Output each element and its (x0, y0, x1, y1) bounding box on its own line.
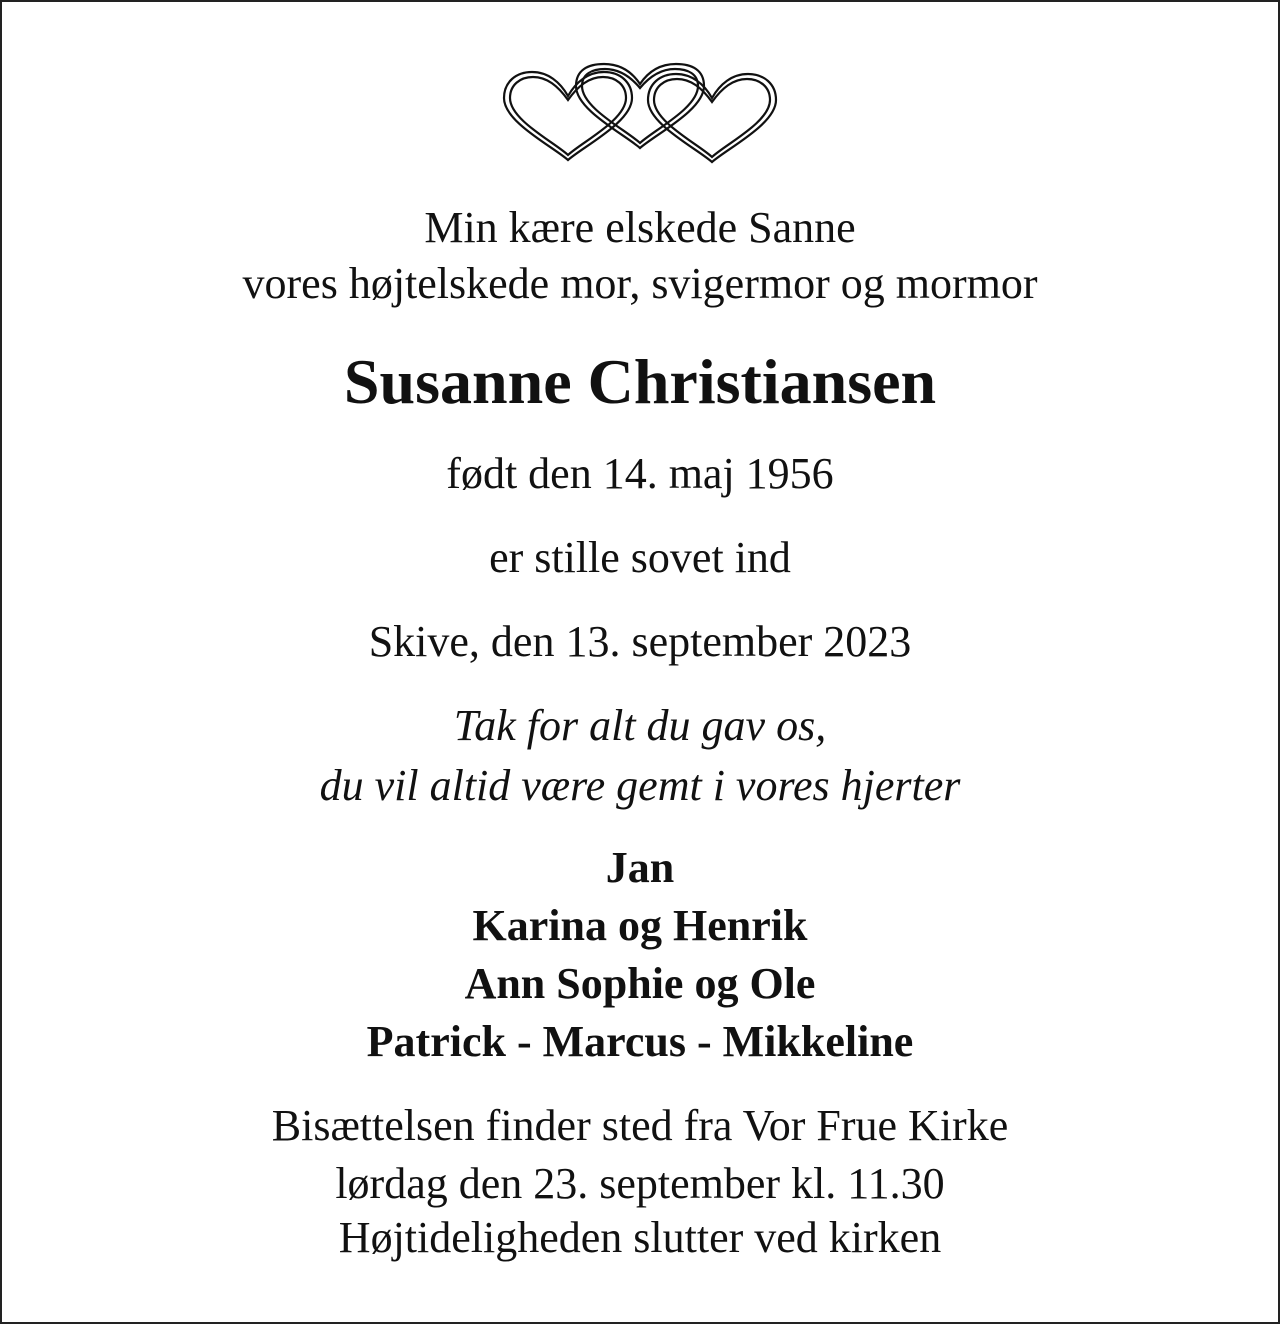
intro-line-1: Min kære elskede Sanne (424, 203, 856, 252)
deceased-name: Susanne Christiansen (343, 346, 937, 417)
place-and-date: Skive, den 13. september 2023 (368, 617, 912, 666)
funeral-line-2: lørdag den 23. september kl. 11.30 (335, 1159, 945, 1208)
verse-line-2: du vil altid være gemt i vores hjerter (319, 761, 961, 810)
family-line: Ann Sophie og Ole (464, 959, 816, 1008)
verse-line-1: Tak for alt du gav os, (453, 701, 827, 750)
passed-text: er stille sovet ind (489, 533, 791, 582)
intro-line-2: vores højtelskede mor, svigermor og mormor (242, 259, 1038, 308)
family-line: Patrick - Marcus - Mikkeline (366, 1017, 914, 1066)
funeral-line-1: Bisættelsen finder sted fra Vor Frue Kirke (271, 1101, 1009, 1150)
funeral-line-3: Højtideligheden slutter ved kirken (338, 1213, 942, 1262)
birth-date: født den 14. maj 1956 (446, 449, 834, 498)
family-line: Jan (605, 843, 675, 892)
family-line: Karina og Henrik (472, 901, 808, 950)
three-hearts-icon (500, 60, 780, 168)
